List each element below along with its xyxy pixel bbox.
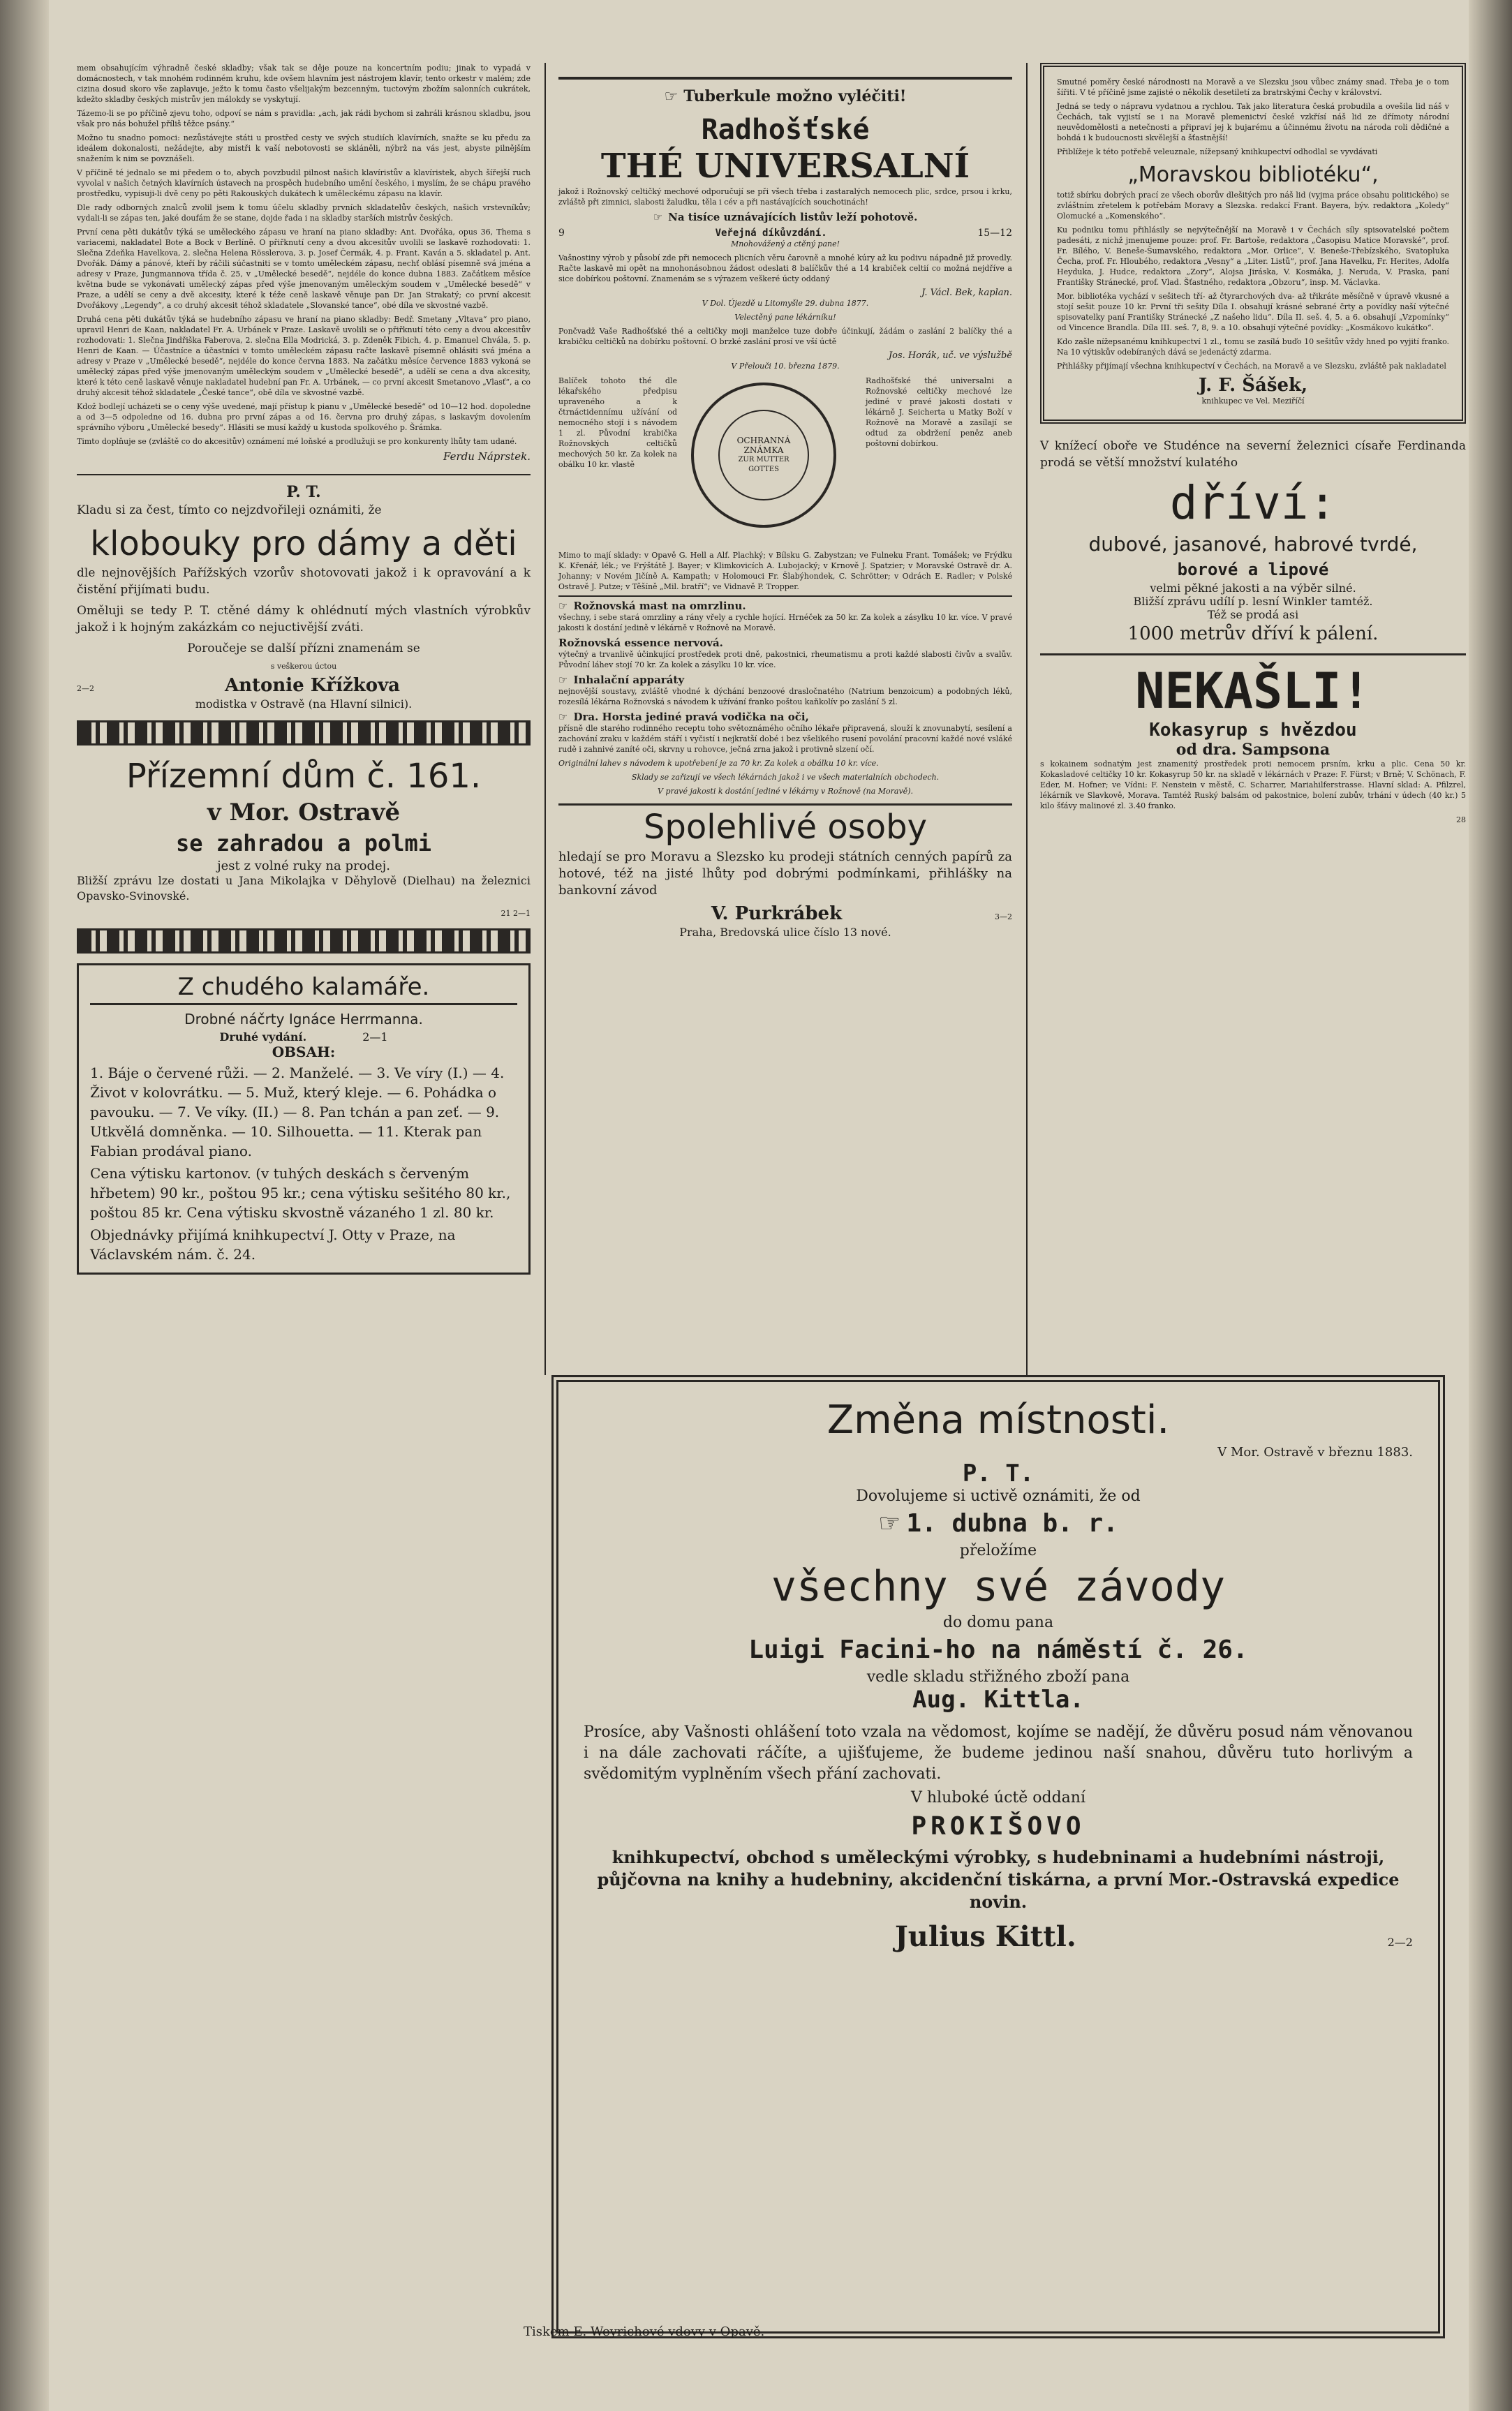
depots-list: Mimo to mají sklady: v Opavě G. Hell a Alf. Plachký; v Bílsku G. Zabystzan; ve Fulneku Frant. Tomášek; ve Frýdku K. Křenář, lék.; ve Frýštátě J. Bayer; v Klimkovicích A. Lubojacký; v Krnově J. Spatzier; v Moravské Ostravě dr. A. Johanny; v Novém Jičíně A. Kampath; v Holomouci Fr. Šlabýhondek, C. Schrötter; v Odrách E. Radler; v Polské Ostravě J. Putze; v Těšíně „Mil. bratří“; ve Vidnavě P. Tropper.: [558, 551, 1012, 591]
book-toc: 1. Báje o červené růži. — 2. Manželé. — 3. Ve víry (I.) — 4. Život v kolovrátku. — 5. Muž, který kleje. — 6. Pohádka o pavouku. — 7. Ve víky. (II.) — 8. Pan tchán a pan zeť. — 9. Utkvělá domněnka. — 10. Silhouetta. — 11. Kterak pan Fabian prodával piano.: [90, 1064, 505, 1159]
pointing-hand-icon: ☞: [664, 88, 679, 105]
relocation-text: do domu pana: [942, 1614, 1054, 1631]
thanks-place: V Dol. Újezdě u Litomyšle 29. dubna 1877.: [702, 299, 869, 308]
book-order: Objednávky přijímá knihkupectví J. Otty v Praze, na Václavském nám. č. 24.: [90, 1226, 456, 1263]
book-price: Cena výtisku kartonov. (v tuhých deskách s červeným hřbetem) 90 kr., poštou 95 kr.; cena výtisku sešitého 80 kr., poštou 85 kr. Cena výtisku skvostně vázaného 1 zl. 80 kr.: [90, 1165, 511, 1221]
library-paragraph: Jedná se tedy o nápravu vydatnou a rychlou. Tak jako literatura česká probudila a ovešila lid náš v Čechách, tak vyjistí se i na Moravě plemenictví české vzkřísí náš lid ze dřímoty národní neuvědomělosti a netečnosti a připraví jej k bujarému a účinnému životu na národa roli dědičné a bohdá i k budoucnosti skvělejší a šťastnější!: [1057, 102, 1449, 142]
wood-kinds: borové a lipové: [1177, 560, 1329, 579]
article-paragraph: První cena pěti dukátův týká se uměleckého zápasu ve hraní na piano skladby: Ant. Dvořáka, opus 36, Thema s variacemi, nakladatel Bote a Bock v Berlíně. O přiřknutí ceny a dvou akcesitův uvolili se laskavě rozhodovati: 1. Slečna Zdeňka Havelkova, 2. slečna Helena Rösslerova, 3. p. Josef Čermák, 4. p. Frant. Kaván a 5. skladatel p. Ant. Dvořák. Dámy a pánové, kteří by ráčili súčastniti se v tomto uměleckém zápasu, nechť oblásí písemně svá jména a adresy v Praze, Jungmannova třída č. 25, v „Umělecké besedě“, nejdéle do konce dubna 1883. Začátkem měsíce května bude se vykonávati umělecký zápas před výše jmenovaným uměleckým soudem v „Umělecké besedě“ v Praze, a udělí se ceny a dvě akcesity, které k téže ceně laskavě věnuje pan Dr. Jan Strakatý; co první akcesit Dvořákovy „Legendy“, a co druhý akcesit téhož skladatele „Slovanské tance“, obé díla ve skvostné vazbě.: [77, 228, 531, 310]
tea-source-text: Radhošťské thé universalni a Rožnovské celtičky mechové lze jediné v pravé jakosti dostati v lékárně J. Seicherta u Matky Boží v Rožnově na Moravě a zasílají se odtud za obdržení peněz aneb poštovní dobírkou.: [866, 376, 1012, 448]
ad-number: 28: [1456, 815, 1466, 824]
relocation-text: přeložíme: [959, 1542, 1037, 1559]
article-paragraph: V příčině té jednalo se mi předem o to, abych povzbudil pilnost našich klavíristův a klavíristek, abych šířejší ruch vyvolal v našich četných klavírních ústavech na prospěch hudebního umění českého, i myslím, že se chápu pravého prostředku, vypisuji-li dvě ceny po pěti Rakouských dukátech k uměleckému zápasu na klavír.: [77, 168, 531, 198]
library-paragraph: Kdo zašle nížepsanému knihkupectví 1 zl., tomu se zasílá buďo 10 sešitův vždy hned po vyjití franko. Na 10 výtiskův odebíraných dává se jedenáctý zdarma.: [1057, 337, 1449, 357]
ornament-band: [77, 928, 531, 954]
thanks-signature: Jos. Horák, uč. ve výslužbě: [888, 350, 1012, 361]
wood-amount: 1000 metrův dříví k pálení.: [1127, 623, 1379, 644]
hats-place: modistka v Ostravě (na Hlavní silnici).: [195, 697, 413, 711]
article-paragraph: Kdož bodlejí ucházeti se o ceny výše uvedené, mají přístup k pianu v „Umělecké besedě“ od 10—12 hod. dopoledne a od 3—5 odpoledne od 16. dubna pro první zápas a od 16. června pro druhý zápas, s laskavým dovolením správního výboru „Umělecké besedy“. Hlásiti se musí každý u kustoda spolkového p. Šrámka.: [77, 402, 531, 432]
ad-number: 2—2: [77, 684, 94, 693]
wood-intro: V knížecí oboře ve Studénce na severní železnici císaře Ferdinanda prodá se větší množství kulatého: [1040, 439, 1466, 470]
library-paragraph: Přihlášky přijímají všechna knihkupectví v Čechách, na Moravě a ve Slezsku, zvláště pak nakladatel: [1057, 362, 1446, 371]
wood-title: dříví:: [1169, 476, 1337, 530]
tea-price-text: Balíček tohoto thé dle lékařského předpisu upraveného a k čtrnáctidennímu užívání od nemocného stojí i s návodem 1 zl. Původní krabička Rožnovských celtičků mechových 50 kr. Za kolek na obálku 10 kr. vlastě: [558, 376, 677, 469]
relocation-salutation: P. T.: [962, 1460, 1035, 1488]
printer-imprint: Tiskem E. Weyrichové vdovy v Opavě.: [524, 2324, 765, 2339]
cough-title: NEKAŠLI!: [1135, 662, 1371, 720]
book-edition: Druhé vydání.: [219, 1030, 307, 1044]
eyewash-note: Sklady se zařizují ve všech lékárnách jakož i ve všech materialních obchodech.: [631, 773, 940, 782]
cough-maker: od dra. Sampsona: [1176, 741, 1331, 759]
library-paragraph: Ku podniku tomu přihlásily se nejvýtečnější na Moravě i v Čechách síly spisovatelské počtem padesáti, z nichž jmenujeme pouze: prof. Fr. Bartoše, redaktora „Časopisu Matice Moravské“, prof. Fr. Bílého, V. Beneše-Šumavského, redaktora „Mor. Orlice“, V. Beneše-Třebízského, Svatopluka Čecha, prof. Fr. Hloubého, redaktora „Vesny“ a „Liter. Listů“, prof. Jana Havelku, Fr. Herites, Adolfa Heyduka, J. Hudce, redaktora „Zory“, Alojsa Jiráska, V. Kosmáka, J. Neruda, V. Praska, paní Františky Stránecké, prof. Vlad. Šťastného, redaktora „Obzoru“, insp. M. Václavka.: [1057, 225, 1449, 287]
relocation-text: vedle skladu střižného zboží pana: [866, 1668, 1130, 1686]
essence-headline: Rožnovská essence nervová.: [558, 637, 723, 649]
pointing-hand-icon: ☞: [558, 600, 568, 612]
ornament-band: [77, 720, 531, 745]
article-paragraph: Druhá cena pěti dukátův týká se hudebního zápasu ve hraní na piano skladby: Bedř. Smetany „Vltava“ pro piano, upravil Henri de Kaan, nakladatel Fr. A. Urbánek v Praze. Laskavě uvolili se o přiřknutí této ceny a dvou akcesitův rozhodovati: 1. Slečna Jindřiška Faberova, 2. slečna Ella Modrická, 3. p. Zdeněk Fibich, 4. p. Emanuel Chvála, 5. p. Henri de Kaan. — Účastníce a účastníci v tomto uměleckém zápasu račte laskavě písemně ohlásiti svá jména a adresy v Praze v „Umělecké besedě“, nejdéle do konce června 1883. Na začátku měsíce července 1883 vykoná se umělecký zápas před výše jmenovaným uměleckým soudem v „Umělecké besedě“, a udělí se cena a dva akcesity, které k této ceně laskavě věnuje nakladatel hudební pan Fr. A. Urbánek, — co první akcesit Smetanovo „Vlasť“, a co druhý akcesit téhož skladatele „České tance“, obě díla ve skvostné vazbě.: [77, 315, 531, 397]
column-right: [1040, 63, 1466, 829]
stamp-section: [558, 376, 1012, 550]
thanks-place: V Přelouči 10. března 1879.: [731, 362, 840, 371]
book-title: Z chudého kalamáře.: [90, 971, 517, 1005]
divider: [77, 474, 531, 475]
wood-info: Bližší zprávu udílí p. lesní Winkler tamtéž.: [1133, 595, 1373, 608]
wood-quality: velmi pěkné jakosti a na výběr silné.: [1150, 581, 1356, 595]
relocation-house: Luigi Facini-ho na náměstí č. 26.: [748, 1635, 1248, 1664]
securities-address: Praha, Bredovská ulice číslo 13 nové.: [679, 926, 891, 939]
musk-body: všechny, i sebe stará omrzliny a rány vřely a rychle hojící. Hrnéček za 50 kr. Za kolek a zásylku 10 kr. více. V pravé jakosti k dostání jedině v lékárně v Rožnově na Moravě.: [558, 613, 1012, 632]
eyewash-body: přísně dle starého rodinného receptu toho světoznámého očního lékaře připravená, slouží k znovunabytí, sesílení a zachování zraku v každém stáří i vyčistí i nejkratší dobé i bez všelikého rusení povolání pracovní každé nové vsláké rudě i zahnivé zaníté oči, skrvny u rohovce, ječná zrna jakož i protivně slzení očí.: [558, 724, 1012, 754]
relocation-dateline: V Mor. Ostravě v březnu 1883.: [1217, 1445, 1413, 1460]
article-signature: Ferdu Náprstek.: [443, 450, 531, 463]
eyewash-headline: ☞ Dra. Horsta jediné pravá vodička na oči,: [558, 711, 809, 723]
thanks-signature: J. Václ. Bek, kaplan.: [921, 288, 1012, 298]
relocation-title: Změna místnosti.: [827, 1397, 1170, 1443]
ad-number: 2—2: [1387, 1936, 1413, 1949]
library-ad-box: [1040, 63, 1466, 424]
column-rule: [1026, 63, 1028, 1375]
ad-number: 15—12: [977, 228, 1012, 239]
cough-body: s kokainem sodnatým jest znamenitý prostředek proti nemocem prsním, krku a plic. Cena 50 kr. Kokasladové celtičky 10 kr. Kokasyrup 50 kr. na skladě v lékárnách v Praze: F. Fürst; v Brně; V. Schönach, F. Eder, M. Hofner; ve Vídni: F. Nenstein v městě, C. Scharrer, Mariahilferstrasse. Hlavní sklad: A. Pfilzrel, lékárník ve Slavkově, Morava. Tamtéž Ruský balsám od pakostnice, bolení zubův, trhání v údech (40 kr.) 5 kilo šťávy malinové zl. 3.40 franko.: [1040, 759, 1466, 810]
ad-number: 3—2: [995, 912, 1012, 921]
securities-title: Spolehlivé osoby: [643, 808, 928, 847]
hats-body: dle nejnovějších Pařížských vzorův shotovovati jakož i k opravování a k čistění přijímati budu.: [77, 566, 531, 597]
eyewash-note: V pravé jakosti k dostání jediné v lékárny v Rožnově (na Moravě).: [658, 787, 913, 796]
radhost-letters: ☞ Na tisíce uznávajících listův leží pohotově.: [653, 211, 918, 223]
thanks-salutation: Velectěný pane lékárníku!: [734, 313, 836, 322]
library-publisher: J. F. Šášek,: [1198, 375, 1308, 396]
house-title: Přízemní dům č. 161.: [126, 757, 482, 796]
ad-number: 2—1: [362, 1030, 388, 1044]
radhost-description: jakož i Rožnovský celtičký mechové odporučují se při všech třeba i zastaralých nemocech plic, srdce, prsou i krku, zvláště při zimnici, slabosti žaludku, těla i cév a při nastávajících souchotinách!: [558, 187, 1012, 207]
pointing-hand-icon: ☞: [878, 1509, 901, 1538]
column-left: [77, 63, 531, 1275]
left-page-edge: [0, 0, 49, 2411]
article-paragraph: Timto doplňuje se (zvláště co do akcesitův) oznámení mé loňské a prodlužuji se pro konkurenty lhůty tam udané.: [77, 437, 517, 446]
relocation-respect: V hluboké úctě oddaní: [910, 1789, 1085, 1807]
inhaler-headline: ☞ Inhalační apparáty: [558, 674, 685, 686]
book-subtitle: Drobné náčrty Ignáce Herrmanna.: [184, 1011, 423, 1028]
tuberculosis-headline: ☞ Tuberkule možno vyléčiti!: [664, 87, 907, 105]
relocation-date: ☞ 1. dubna b. r.: [878, 1509, 1118, 1538]
wood-kinds: dubové, jasanové, habrové tvrdé,: [1088, 533, 1418, 556]
book-contents-label: OBSAH:: [272, 1044, 336, 1060]
right-page-edge: [1469, 0, 1512, 2411]
house-garden: se zahradou a polmi: [175, 830, 432, 856]
inhaler-body: nejnovější soustavy, zvláště vhodné k dýchání benzoové drasločnatého (Natrium benzoicum) a podobných léků, rozesílá lékárna Rožnovská s návodem k užívání franko poštou kaňkolív po zaslání 5 zl.: [558, 687, 1012, 706]
hats-title: klobouky pro dámy a děti: [90, 524, 517, 563]
securities-name: V. Purkrábek: [711, 903, 843, 924]
article-paragraph: Možno tu snadno pomoci: nezůstávejte státi u prostřed cesty ve svých studiích klavírních, snažte se ku předu za ideálem dokonalosti, nežádejte, aby mistři k vaší nebotovosti se skláněli, nýbrž na vás jest, abyste pilnějším snažením k nim se povznášeli.: [77, 133, 531, 163]
thanks-headline: Veřejná díkůvzdání.: [715, 228, 827, 239]
relocation-headline: všechny své závody: [771, 1562, 1226, 1611]
library-title: „Moravskou bibliotéku“,: [1127, 163, 1379, 187]
cough-product: Kokasyrup s hvězdou: [1149, 720, 1357, 741]
library-paragraph: totiž sbírku dobrých prací ze všech oborův dlešitých pro náš lid (vyjma práce obsahu politického) se zvláštním zřetelem k potřebám Moravy a Slezska. redakcí Frant. Bayera, býv. redaktora „Koledy“ Olomucké a „Komenského“.: [1057, 191, 1449, 221]
ad-number: 21 2—1: [501, 909, 531, 918]
thanks-body: Pončvadž Vaše Radhošťské thé a celtičky moji manželce tuze dobře účinkují, žádám o zaslání 2 balíčky thé a krabičku celtičků na dobírku poštovní. O brzké zaslání prosí ve vší úctě: [558, 327, 1012, 346]
hats-salutation: P. T.: [286, 483, 321, 501]
wood-also: Též se prodá asi: [1207, 608, 1299, 621]
house-info: Bližší zprávu lze dostati u Jana Mikolajka v Děhylově (Dielhau) na železnici Opavsko-Svinovské.: [77, 874, 531, 903]
relocation-ad-box: [551, 1375, 1445, 2338]
trademark-stamp: [691, 383, 836, 528]
article-paragraph: Tázemo-li se po příčině zjevu toho, odpoví se nám s pravidla: „ach, jak rádi bychom si zahráli krásnou skladbu, jsou však pro nás bohužel příliš těžce psány.“: [77, 109, 531, 128]
stamp-inner-label: ZUR MUTTER GOTTES: [738, 456, 790, 473]
hats-body: Poroučeje se další přízni znamenám se: [187, 641, 420, 655]
library-paragraph: Přiblížeje k této potřebě veleuznale, nížepsaný knihkupectví odhodlal se vyvdávati: [1057, 147, 1378, 156]
relocation-shop: PROKIŠOVO: [911, 1812, 1085, 1841]
house-city: v Mor. Ostravě: [207, 799, 401, 826]
pointing-hand-icon: ☞: [558, 711, 568, 723]
newspaper-page: [77, 63, 1466, 2366]
column-middle: [558, 63, 1012, 939]
hats-respect: s veškerou úctou: [270, 662, 337, 671]
ad-number: 9: [558, 228, 565, 239]
book-ad-box: [77, 963, 531, 1275]
relocation-owner: Julius Kittl.: [894, 1920, 1076, 1953]
securities-body: hledají se pro Moravu a Slezsko ku prodeji státních cenných papírů za hotové, též na jisté lhůty pod dobrými podmínkami, přihlášky na bankovní závod: [558, 850, 1012, 898]
hats-name: Antonie Křížkova: [224, 675, 401, 696]
relocation-body: Prosíce, aby Vašnosti ohlášení toto vzala na vědomost, kojíme se nadějí, že důvěru posud nám věnovanou i na dále zachovati ráčíte, a ujišťujeme, že budeme jedinou naší snahou, důvěru tuto horlivým a svědomitým vyplněním všech přání zachovati.: [584, 1723, 1413, 1783]
relocation-text: Dovolujeme si uctivě oznámiti, že od: [856, 1488, 1141, 1505]
pointing-hand-icon: ☞: [653, 211, 663, 223]
library-publisher-place: knihkupec ve Vel. Meziříčí: [1201, 396, 1305, 406]
eyewash-price: Originální lahev s návodem k upotřebení je za 70 kr. Za kolek a obálku 10 kr. více.: [558, 759, 879, 768]
musk-headline: ☞ Rožnovská mast na omrzlinu.: [558, 595, 1012, 612]
hats-body: Oměluji se tedy P. T. ctěné dámy k ohlédnutí mých vlastních výrobkův jakož i k hojným zakázkám co nejuctivější zváti.: [77, 604, 531, 635]
thanks-body: Vašnostiny výrob y působí zde při nemocech plicních věru čarovně a mnohé kúry až ku podivu nápadně již provedly. Račte laskavě mi opět na mnohonásobnou žádost odeslati 8 balíčkův thé a 14 krabiček celtií co možná nejdříve a sice dobírkou poštovní. Znamenám se s výrazem veškeré úcty oddaný: [558, 253, 1012, 283]
thanks-salutation: Mnohovážený a ctěný pane!: [730, 239, 840, 248]
pointing-hand-icon: ☞: [558, 674, 568, 686]
house-sale: jest z volné ruky na prodej.: [217, 859, 390, 873]
library-paragraph: Mor. bibliotéka vychází v sešitech tří- až čtyrarchových dva- až třikráte měsíčně v úpravě vkusné a stojí sešit pouze 10 kr. První tři sešity Díla I. obsahují krásné sebrané črty a povídky naší výtečné spisovatelky paní Františky Stránecké „Z našeho lidu“. Díla II. seš. 4, 5. a 6. obsahují „Vzpomínky“ od Vincence Brandla. Díla III. seš. 7, 8, 9. a 10. obsahují výtečné povídky: „Kosmákovo kukátko“.: [1057, 292, 1449, 332]
article-paragraph: mem obsahujícím výhradně české skladby; však tak se děje pouze na koncertním podiu; jinak to vypadá v domácnostech, v tak mnohém rodinném kruhu, kde ovšem hlavním jest nástrojem klavír, tento orkestr v malém; zde cizina dosud skoro vše zaplavuje, ježto k tomu často všelijakým bezcenným, tuctovým zbožím salonních cukrátek, kdežto skladby českých mistrův jen málokdy se vyskytují.: [77, 64, 531, 104]
relocation-shop-description: knihkupectví, obchod s uměleckými výrobky, s hudebninami a hudebními nástroji, půjčovna na knihy a hudebniny, akcidenční tiskárna, a první Mor.-Ostravská expedice novin.: [597, 1847, 1400, 1912]
radhost-title: THÉ UNIVERSALNÍ: [600, 147, 970, 186]
library-paragraph: Smutné poměry české národnosti na Moravě a ve Slezsku jsou vůbec známy snad. Třeba je o tom šířiti. V té příčině jsme zajisté o několik desetiletí za bratrskými Čechy v království.: [1057, 77, 1449, 97]
radhost-brand: Radhošťské: [701, 114, 870, 146]
stamp-label: OCHRANNÁ ZNÁMKA: [736, 436, 791, 455]
article-paragraph: Dle rady odborných znalců zvolil jsem k tomu účelu skladby prvních skladatelův českých, našich vrstevníkův; vydali-li se zápas ten, jaké doufám že se stane, dojde řada i na skladby starších mistrův českých.: [77, 203, 531, 223]
column-rule: [544, 63, 546, 1375]
essence-body: výtečný a trvanlivě účinkující prostředek proti dně, pakostnici, rheumatismu a proti každé slabosti čivův a svalův. Původní láhev stojí 70 kr. Za kolek a zásylku 10 kr. více.: [558, 650, 1012, 669]
hats-intro: Kladu si za čest, tímto co nejzdvořileji oznámiti, že: [77, 503, 382, 517]
relocation-neighbor: Aug. Kittla.: [912, 1686, 1084, 1714]
